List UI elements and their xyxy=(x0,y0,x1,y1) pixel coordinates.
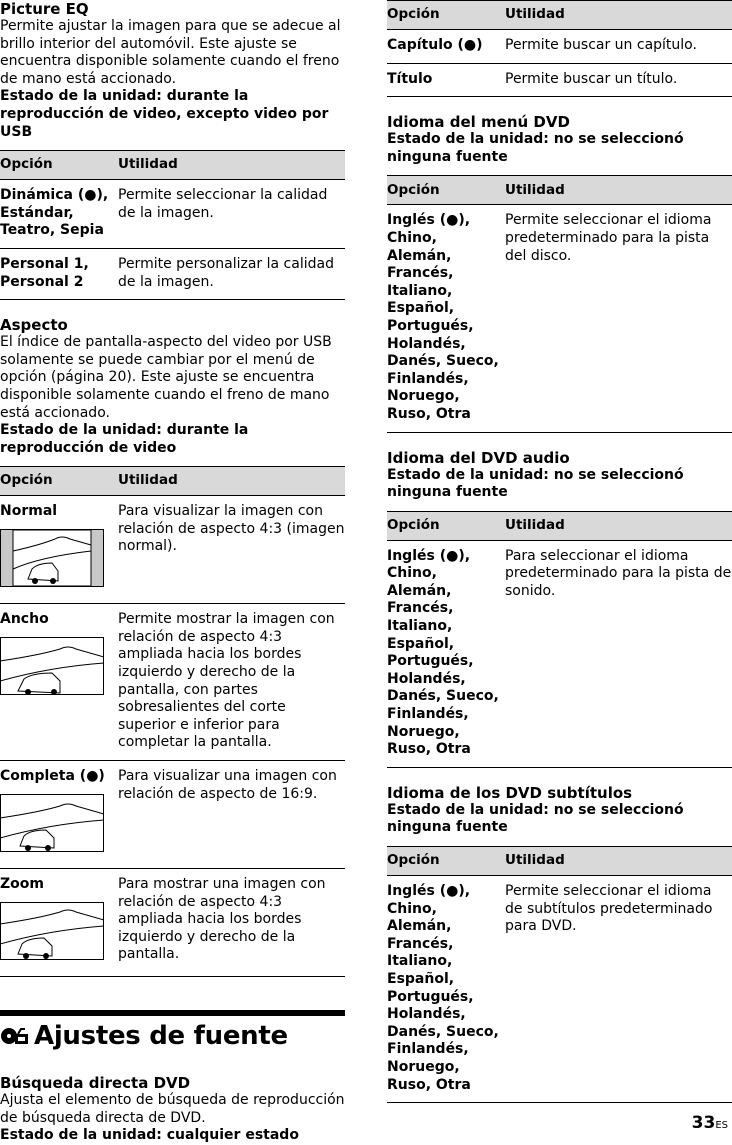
left-column xyxy=(0,0,345,1145)
table-row: Inglés (●), Chino, Alemán, Francés, Italiano, Español, Portugués, Holandés, Danés, Sueco, Finlandés, Noruego, Ruso, Otra Para seleccionar el idioma predeterminado para la pista de sonido. xyxy=(387,541,732,768)
busqueda-state: Estado de la unidad: cualquier estado xyxy=(0,1127,299,1144)
subtitulos-dvd-section xyxy=(387,784,732,1103)
picture-eq-section xyxy=(0,0,345,300)
audio-dvd-title: Idioma del DVD audio xyxy=(387,448,570,467)
table-header: Opción Utilidad xyxy=(387,511,732,541)
table-header: Opción Utilidad xyxy=(387,846,732,876)
busqueda-section xyxy=(0,1074,345,1145)
table-row: Inglés (●), Chino, Alemán, Francés, Italiano, Español, Portugués, Holandés, Danés, Sueco, Finlandés, Noruego, Ruso, Otra Permite seleccionar el idioma predeterminado para la pista del disco. xyxy=(387,205,732,432)
menu-dvd-table xyxy=(387,175,732,432)
audio-dvd-state: Estado de la unidad: no se seleccionó ninguna fuente xyxy=(387,466,684,501)
table-row: Ancho Permite mostrar la imagen con relación de aspecto 4:3 ampliada hacia los bordes izquierdo y derecho de la pantalla, con partes sobresalientes del corte superior e inferior para completar la pantalla. xyxy=(0,604,345,761)
busqueda-table xyxy=(387,0,732,97)
table-header: Opción Utilidad xyxy=(387,0,732,30)
right-column xyxy=(387,0,732,1103)
subtitulos-dvd-title: Idioma de los DVD subtítulos xyxy=(387,783,633,802)
table-row: Inglés (●), Chino, Alemán, Francés, Italiano, Español, Portugués, Holandés, Danés, Sueco, Finlandés, Noruego, Ruso, Otra Permite seleccionar el idioma de subtítulos predeterminado para DVD. xyxy=(387,876,732,1103)
table-header: Opción Utilidad xyxy=(0,466,345,496)
busqueda-body: Ajusta el elemento de búsqueda de reproducción de búsqueda directa de DVD. xyxy=(0,1092,345,1126)
aspect-full-illustration xyxy=(0,794,104,852)
table-row: Zoom Para mostrar una imagen con relación de aspecto 4:3 ampliada hacia los bordes izquierdo y derecho de la pantalla. xyxy=(0,869,345,977)
picture-eq-body: Permite ajustar la imagen para que se adecue al brillo interior del automóvil. Este ajuste se encuentra disponible solamente cuando el freno de mano está accionado. xyxy=(0,18,341,87)
table-row: Completa (●) Para visualizar una imagen con relación de aspecto de 16:9. xyxy=(0,761,345,869)
aspecto-state: Estado de la unidad: durante la reproducción de video xyxy=(0,422,249,456)
table-row: Normal Para visualizar la imagen con relación de aspecto 4:3 (imagen normal). xyxy=(0,496,345,604)
ajustes-section xyxy=(0,1010,345,1052)
aspecto-section xyxy=(0,316,345,977)
audio-dvd-section xyxy=(387,449,732,768)
table-row: Título Permite buscar un título. xyxy=(387,64,732,98)
table-row: Capítulo (●) Permite buscar un capítulo. xyxy=(387,30,732,64)
menu-dvd-state: Estado de la unidad: no se seleccionó ninguna fuente xyxy=(387,131,684,165)
subtitulos-dvd-table xyxy=(387,846,732,1103)
aspect-zoom-illustration xyxy=(0,902,104,960)
picture-eq-state: Estado de la unidad: durante la reproducción de video, excepto video por USB xyxy=(0,88,329,140)
aspecto-title: Aspecto xyxy=(0,316,68,335)
aspect-wide-illustration xyxy=(0,637,104,695)
aspecto-body: El índice de pantalla-aspecto del video por USB solamente se puede cambiar por el menú de opción (página 20). Este ajuste se encuentra disponible solamente cuando el freno de mano está accionado. xyxy=(0,334,332,421)
picture-eq-table xyxy=(0,150,345,300)
aspecto-table xyxy=(0,466,345,977)
picture-eq-title: Picture EQ xyxy=(0,0,89,18)
audio-dvd-table xyxy=(387,511,732,768)
table-row: Personal 1, Personal 2 Permite personalizar la calidad de la imagen. xyxy=(0,249,345,300)
page-number: 33ES xyxy=(691,1113,728,1134)
source-settings-icon xyxy=(0,1024,30,1048)
table-header: Opción Utilidad xyxy=(0,150,345,180)
table-row: Dinámica (●), Estándar, Teatro, Sepia Permite seleccionar la calidad de la imagen. xyxy=(0,180,345,249)
table-header: Opción Utilidad xyxy=(387,175,732,205)
busqueda-title: Búsqueda directa DVD xyxy=(0,1074,191,1093)
subtitulos-dvd-state: Estado de la unidad: no se seleccionó ninguna fuente xyxy=(387,801,684,836)
menu-dvd-section xyxy=(387,113,732,432)
section-rule xyxy=(0,1010,345,1016)
ajustes-title: Ajustes de fuente xyxy=(34,1021,288,1052)
aspect-normal-illustration xyxy=(0,529,104,587)
menu-dvd-title: Idioma del menú DVD xyxy=(387,113,570,132)
